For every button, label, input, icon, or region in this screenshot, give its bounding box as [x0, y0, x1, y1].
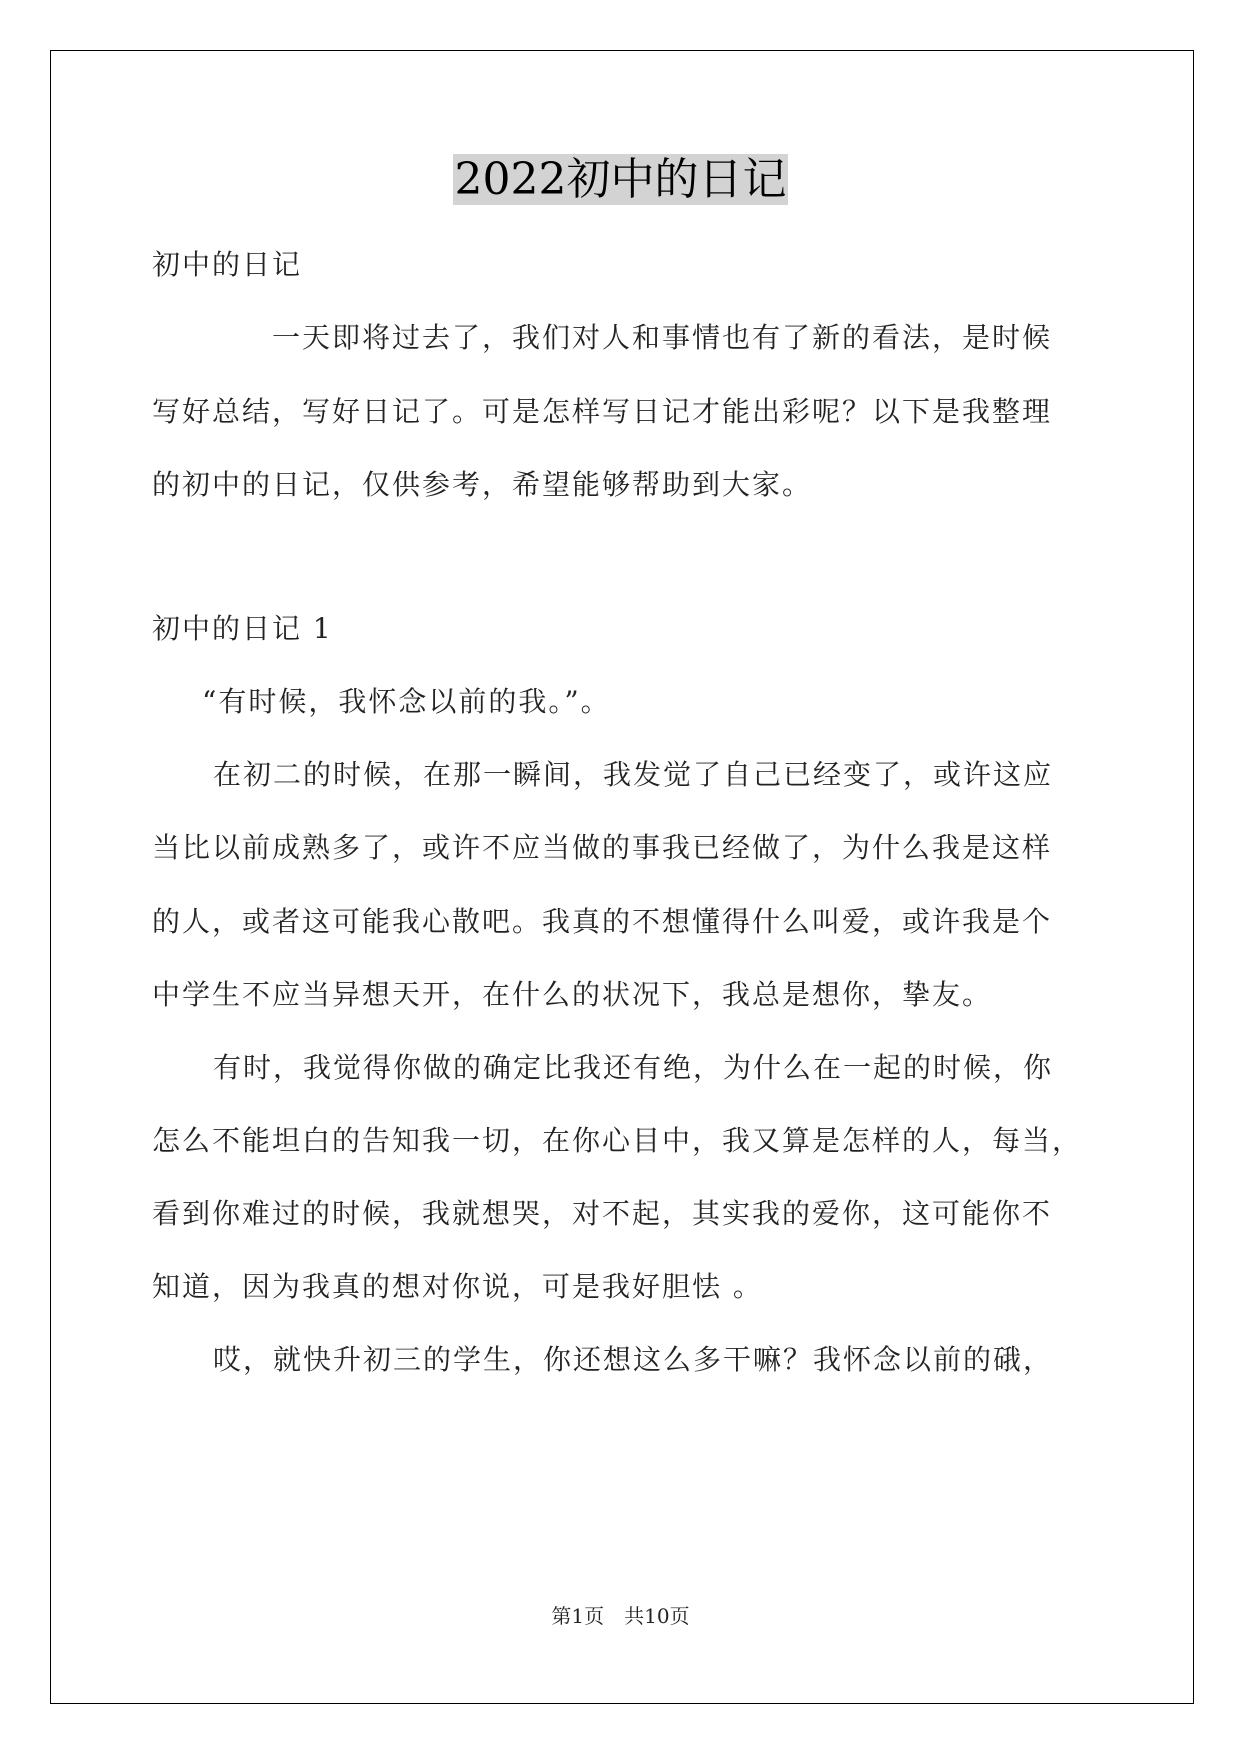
- document-title-text: 2022初中的日记: [454, 154, 787, 205]
- para1-line-1: 在初二的时候，在那一瞬间，我发觉了自己已经变了，或许这应: [213, 758, 1054, 791]
- para2-line-4: 知道，因为我真的想对你说，可是我好胆怯 。: [152, 1270, 763, 1303]
- para2-line-1: 有时，我觉得你做的确定比我还有绝，为什么在一起的时候，你: [213, 1051, 1054, 1084]
- heading-2: 初中的日记 1: [152, 612, 333, 645]
- intro-line-1: 一天即将过去了，我们对人和事情也有了新的看法，是时候: [272, 321, 1053, 354]
- page-border: [50, 50, 1194, 1704]
- para3-line-1: 哎，就快升初三的学生，你还想这么多干嘛？我怀念以前的硪，: [213, 1343, 1054, 1376]
- para2-line-2: 怎么不能坦白的告知我一切，在你心目中，我又算是怎样的人，每当，: [152, 1124, 1083, 1157]
- document-title: [0, 150, 1241, 210]
- para1-line-2: 当比以前成熟多了，或许不应当做的事我已经做了，为什么我是这样: [152, 831, 1053, 864]
- page-footer: [0, 1600, 1241, 1629]
- heading-1: 初中的日记: [152, 248, 303, 281]
- intro-line-2: 写好总结，写好日记了。可是怎样写日记才能出彩呢？以下是我整理: [152, 395, 1053, 428]
- page-current: 第1页: [551, 1604, 605, 1628]
- intro-line-3: 的初中的日记，仅供参考，希望能够帮助到大家。: [152, 468, 813, 501]
- para1-line-3: 的人，或者这可能我心散吧。我真的不想懂得什么叫爱，或许我是个: [152, 905, 1053, 938]
- quote-line: “有时候，我怀念以前的我。”。: [202, 685, 611, 718]
- page-total: 共10页: [624, 1604, 690, 1628]
- para2-line-3: 看到你难过的时候，我就想哭，对不起，其实我的爱你，这可能你不: [152, 1197, 1053, 1230]
- para1-line-4: 中学生不应当异想天开，在什么的状况下，我总是想你，挚友。: [152, 978, 993, 1011]
